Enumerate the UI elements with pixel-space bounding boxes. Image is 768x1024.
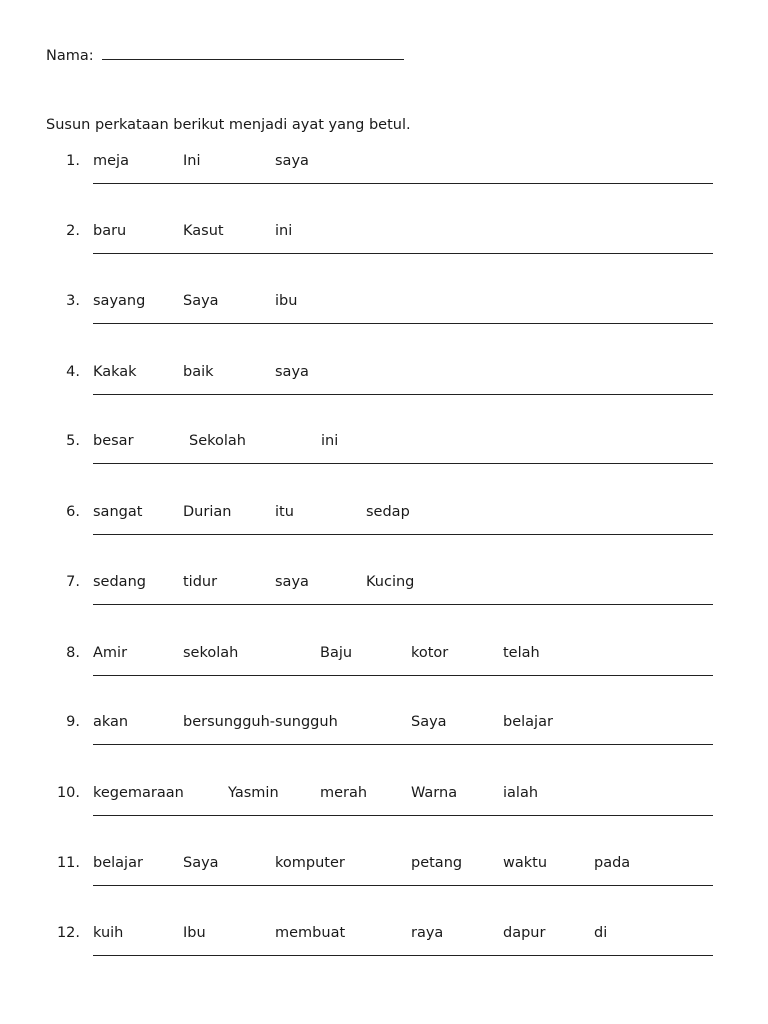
scrambled-word: meja bbox=[93, 153, 129, 169]
name-blank-line[interactable] bbox=[102, 45, 404, 60]
scrambled-word: kotor bbox=[411, 645, 449, 661]
scrambled-word: Amir bbox=[93, 645, 128, 661]
scrambled-word: Saya bbox=[183, 855, 219, 871]
scrambled-word: Warna bbox=[411, 785, 458, 801]
scrambled-word: pada bbox=[594, 855, 631, 871]
scrambled-word: ialah bbox=[503, 785, 539, 801]
scrambled-word: Yasmin bbox=[228, 785, 279, 801]
exercise-item bbox=[0, 293, 768, 353]
item-number: 7. bbox=[66, 574, 80, 590]
exercise-item bbox=[0, 364, 768, 424]
scrambled-word: Ibu bbox=[183, 925, 206, 941]
name-field-row bbox=[46, 45, 404, 64]
answer-line[interactable] bbox=[93, 675, 713, 676]
scrambled-word: sangat bbox=[93, 504, 143, 520]
name-label: Nama: bbox=[46, 48, 94, 64]
item-number: 1. bbox=[66, 153, 80, 169]
answer-line[interactable] bbox=[93, 885, 713, 886]
scrambled-word: baik bbox=[183, 364, 214, 380]
scrambled-word: besar bbox=[93, 433, 134, 449]
exercise-item bbox=[0, 855, 768, 915]
scrambled-word: saya bbox=[275, 574, 309, 590]
answer-line[interactable] bbox=[93, 534, 713, 535]
item-number: 5. bbox=[66, 433, 80, 449]
scrambled-word: belajar bbox=[503, 714, 553, 730]
item-number: 9. bbox=[66, 714, 80, 730]
exercise-item bbox=[0, 433, 768, 493]
answer-line[interactable] bbox=[93, 323, 713, 324]
scrambled-word: bersungguh-sungguh bbox=[183, 714, 338, 730]
scrambled-word: komputer bbox=[275, 855, 345, 871]
item-number: 6. bbox=[66, 504, 80, 520]
answer-line[interactable] bbox=[93, 394, 713, 395]
scrambled-word: sedang bbox=[93, 574, 146, 590]
exercise-item bbox=[0, 153, 768, 213]
scrambled-word: ini bbox=[275, 223, 293, 239]
answer-line[interactable] bbox=[93, 955, 713, 956]
item-number: 12. bbox=[56, 925, 80, 941]
item-number: 2. bbox=[66, 223, 80, 239]
scrambled-word: kuih bbox=[93, 925, 124, 941]
scrambled-word: petang bbox=[411, 855, 463, 871]
answer-line[interactable] bbox=[93, 463, 713, 464]
answer-line[interactable] bbox=[93, 744, 713, 745]
scrambled-word: Ini bbox=[183, 153, 201, 169]
scrambled-word: ini bbox=[321, 433, 339, 449]
exercise-item bbox=[0, 714, 768, 774]
exercise-item bbox=[0, 574, 768, 634]
scrambled-word: membuat bbox=[275, 925, 346, 941]
scrambled-word: Kucing bbox=[366, 574, 415, 590]
exercise-item bbox=[0, 504, 768, 564]
exercise-item bbox=[0, 785, 768, 845]
scrambled-word: sayang bbox=[93, 293, 146, 309]
item-number: 3. bbox=[66, 293, 80, 309]
scrambled-word: itu bbox=[275, 504, 294, 520]
answer-line[interactable] bbox=[93, 253, 713, 254]
scrambled-word: saya bbox=[275, 153, 309, 169]
item-number: 11. bbox=[56, 855, 80, 871]
scrambled-word: tidur bbox=[183, 574, 218, 590]
scrambled-word: akan bbox=[93, 714, 129, 730]
scrambled-word: Saya bbox=[411, 714, 447, 730]
instruction-text: Susun perkataan berikut menjadi ayat yang betul. bbox=[46, 117, 411, 133]
scrambled-word: baru bbox=[93, 223, 127, 239]
scrambled-word: di bbox=[594, 925, 608, 941]
scrambled-word: telah bbox=[503, 645, 540, 661]
scrambled-word: Sekolah bbox=[189, 433, 246, 449]
answer-line[interactable] bbox=[93, 604, 713, 605]
scrambled-word: Saya bbox=[183, 293, 219, 309]
item-number: 10. bbox=[56, 785, 80, 801]
scrambled-word: dapur bbox=[503, 925, 546, 941]
answer-line[interactable] bbox=[93, 183, 713, 184]
scrambled-word: belajar bbox=[93, 855, 143, 871]
exercise-item bbox=[0, 925, 768, 985]
exercise-item bbox=[0, 223, 768, 283]
scrambled-word: sekolah bbox=[183, 645, 239, 661]
scrambled-word: ibu bbox=[275, 293, 298, 309]
scrambled-word: waktu bbox=[503, 855, 548, 871]
scrambled-word: Kasut bbox=[183, 223, 224, 239]
scrambled-word: Kakak bbox=[93, 364, 137, 380]
exercise-item bbox=[0, 645, 768, 705]
scrambled-word: merah bbox=[320, 785, 368, 801]
scrambled-word: Baju bbox=[320, 645, 353, 661]
answer-line[interactable] bbox=[93, 815, 713, 816]
scrambled-word: Durian bbox=[183, 504, 232, 520]
scrambled-word: raya bbox=[411, 925, 444, 941]
item-number: 4. bbox=[66, 364, 80, 380]
item-number: 8. bbox=[66, 645, 80, 661]
scrambled-word: sedap bbox=[366, 504, 410, 520]
scrambled-word: kegemaraan bbox=[93, 785, 184, 801]
scrambled-word: saya bbox=[275, 364, 309, 380]
